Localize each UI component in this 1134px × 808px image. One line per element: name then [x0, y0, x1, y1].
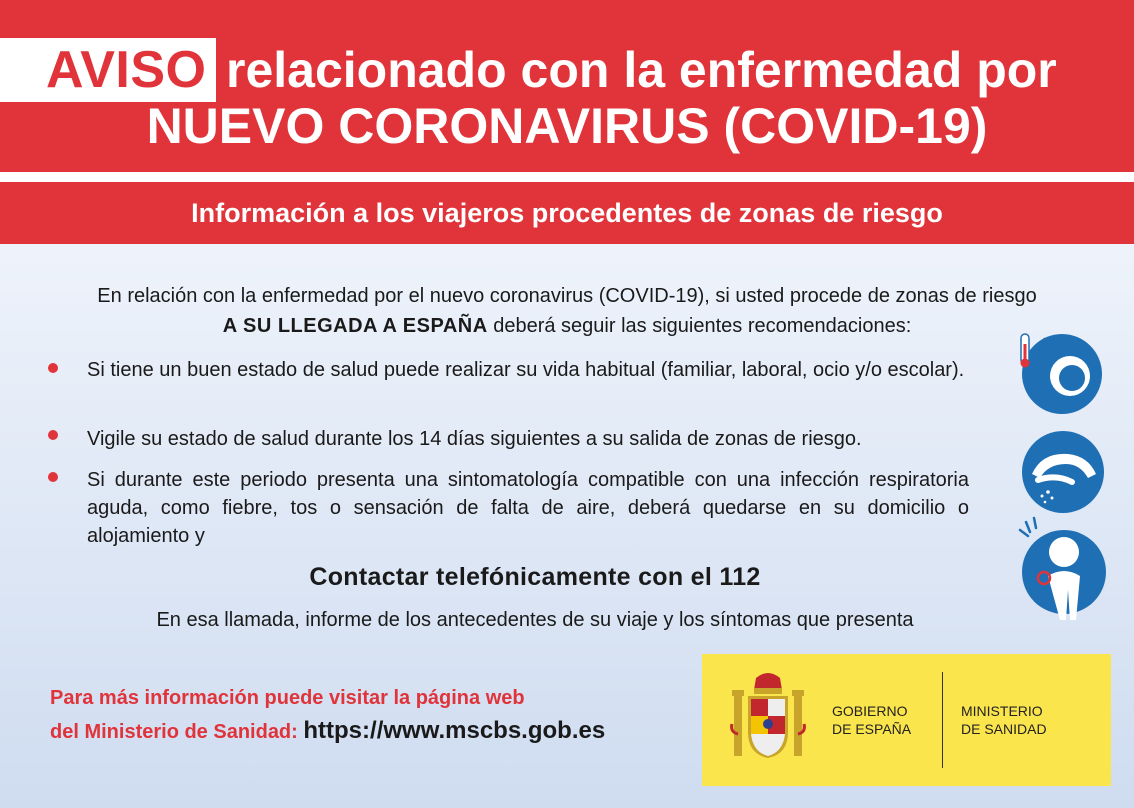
contact-112: Contactar telefónicamente con el 112 — [309, 563, 761, 591]
ministerio-line-2: DE SANIDAD — [961, 721, 1047, 737]
coat-of-arms-icon — [730, 668, 806, 768]
title-line-2: NUEVO CORONAVIRUS (COVID-19) — [146, 98, 988, 154]
more-info-line-2 — [50, 716, 605, 747]
title-line-1: relacionado con la enfermedad por — [226, 42, 1057, 98]
more-info-prefix: del Ministerio de Sanidad: — [50, 721, 304, 743]
intro-line-1: En relación con la enfermedad por el nuevo coronavirus (COVID-19), si usted procede de zonas de riesgo — [97, 285, 1037, 307]
more-info-line-1: Para más información puede visitar la página web — [50, 687, 525, 709]
bullet-item-3: Si durante este periodo presenta una sintomatología compatible con una infección respiratoria aguda, como fiebre, tos o sensación de falta de aire, deberá quedarse en su domicilio o alojamiento y — [87, 469, 969, 547]
gobierno-line-2: DE ESPAÑA — [832, 721, 912, 737]
cough-icon — [1018, 428, 1108, 516]
arrival-emphasis: A SU LLEGADA A ESPAÑA — [222, 315, 488, 337]
intro-line-2 — [0, 313, 1134, 339]
gobierno-line-1: GOBIERNO — [832, 703, 908, 719]
subtitle: Información a los viajeros procedentes de zonas de riesgo — [191, 198, 943, 228]
bullet-dot — [48, 363, 58, 373]
call-info: En esa llamada, informe de los antecedentes de su viaje y los síntomas que presenta — [156, 609, 914, 631]
fever-icon — [1016, 330, 1108, 414]
aviso-label: AVISO — [46, 41, 207, 99]
bullet-item-2: Vigile su estado de salud durante los 14 días siguientes a su salida de zonas de riesgo. — [87, 428, 862, 450]
logo-separator — [942, 672, 943, 768]
intro-line-2-rest: deberá seguir las siguientes recomendaciones: — [487, 315, 912, 337]
bullet-dot — [48, 430, 58, 440]
breathing-difficulty-icon — [1016, 516, 1110, 622]
divider — [0, 172, 1134, 182]
ministry-url[interactable]: https://www.mscbs.gob.es — [303, 717, 606, 744]
bullet-dot — [48, 472, 58, 482]
bullet-item-1: Si tiene un buen estado de salud puede realizar su vida habitual (familiar, laboral, ocio y/o escolar). — [87, 359, 965, 381]
ministerio-line-1: MINISTERIO — [961, 703, 1043, 719]
